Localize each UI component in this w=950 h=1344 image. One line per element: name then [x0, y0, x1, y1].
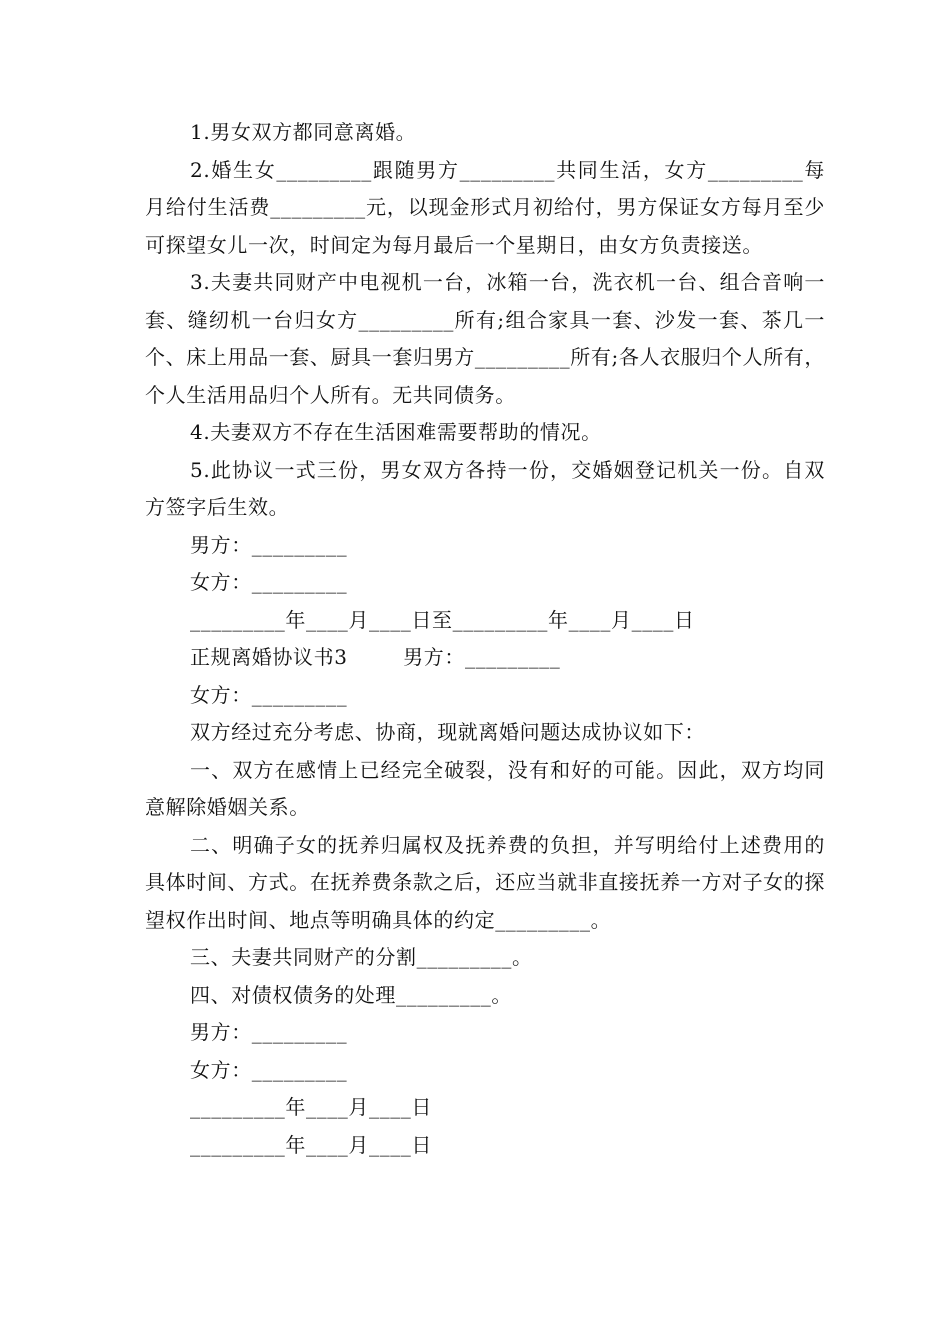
clause-3-property: 3.夫妻共同财产中电视机一台，冰箱一台，洗衣机一台、组合音响一套、缝纫机一台归女方_________所有;组合家具一套、沙发一套、茶几一个、床上用品一套、厨具一套归男方_________所有;各人衣服归个人所有，个人生活用品归个人所有。无共同债务。 — [145, 270, 825, 407]
signature-husband: 男方：_________ — [190, 532, 348, 557]
agreement-3-heading: 正规离婚协议书3 男方：_________ — [190, 645, 561, 669]
clause-5-copies: 5.此协议一式三份，男女双方各持一份，交婚姻登记机关一份。自双方签字后生效。 — [145, 457, 825, 519]
article-4: 四、对债权债务的处理_________。 — [190, 982, 512, 1007]
intro-statement: 双方经过充分考虑、协商，现就离婚问题达成协议如下： — [190, 720, 705, 744]
article-2: 二、明确子女的抚养归属权及抚养费的负担，并写明给付上述费用的具体时间、方式。在抚养费条款之后，还应当就非直接抚养一方对子女的探望权作出时间、地点等明确具体的约定_________。 — [145, 832, 825, 932]
signature-wife-3: 女方：_________ — [190, 1057, 348, 1082]
signature-husband-3: 男方：_________ — [190, 1020, 348, 1044]
clause-1: 1.男女双方都同意离婚。 — [190, 120, 417, 144]
clause-4-hardship: 4.夫妻双方不存在生活困难需要帮助的情况。 — [190, 420, 602, 444]
date-range-line: _________年____月____日至_________年____月____日 — [190, 607, 695, 632]
article-3: 三、夫妻共同财产的分割_________。 — [190, 945, 533, 969]
date-line-2: _________年____月____日 — [190, 1132, 432, 1157]
clause-2-child-custody: 2.婚生女_________跟随男方_________共同生活，女方_________每月给付生活费_________元，以现金形式月初给付，男方保证女方每月至少可探望女儿一次，时间定为每月最后一个星期日，由女方负责接送。 — [145, 157, 825, 257]
date-line-1: _________年____月____日 — [190, 1095, 432, 1119]
document-body — [145, 114, 825, 1164]
signature-wife-2: 女方：_________ — [190, 682, 348, 707]
article-1: 一、双方在感情上已经完全破裂，没有和好的可能。因此，双方均同意解除婚姻关系。 — [145, 757, 825, 819]
signature-wife: 女方：_________ — [190, 570, 348, 594]
